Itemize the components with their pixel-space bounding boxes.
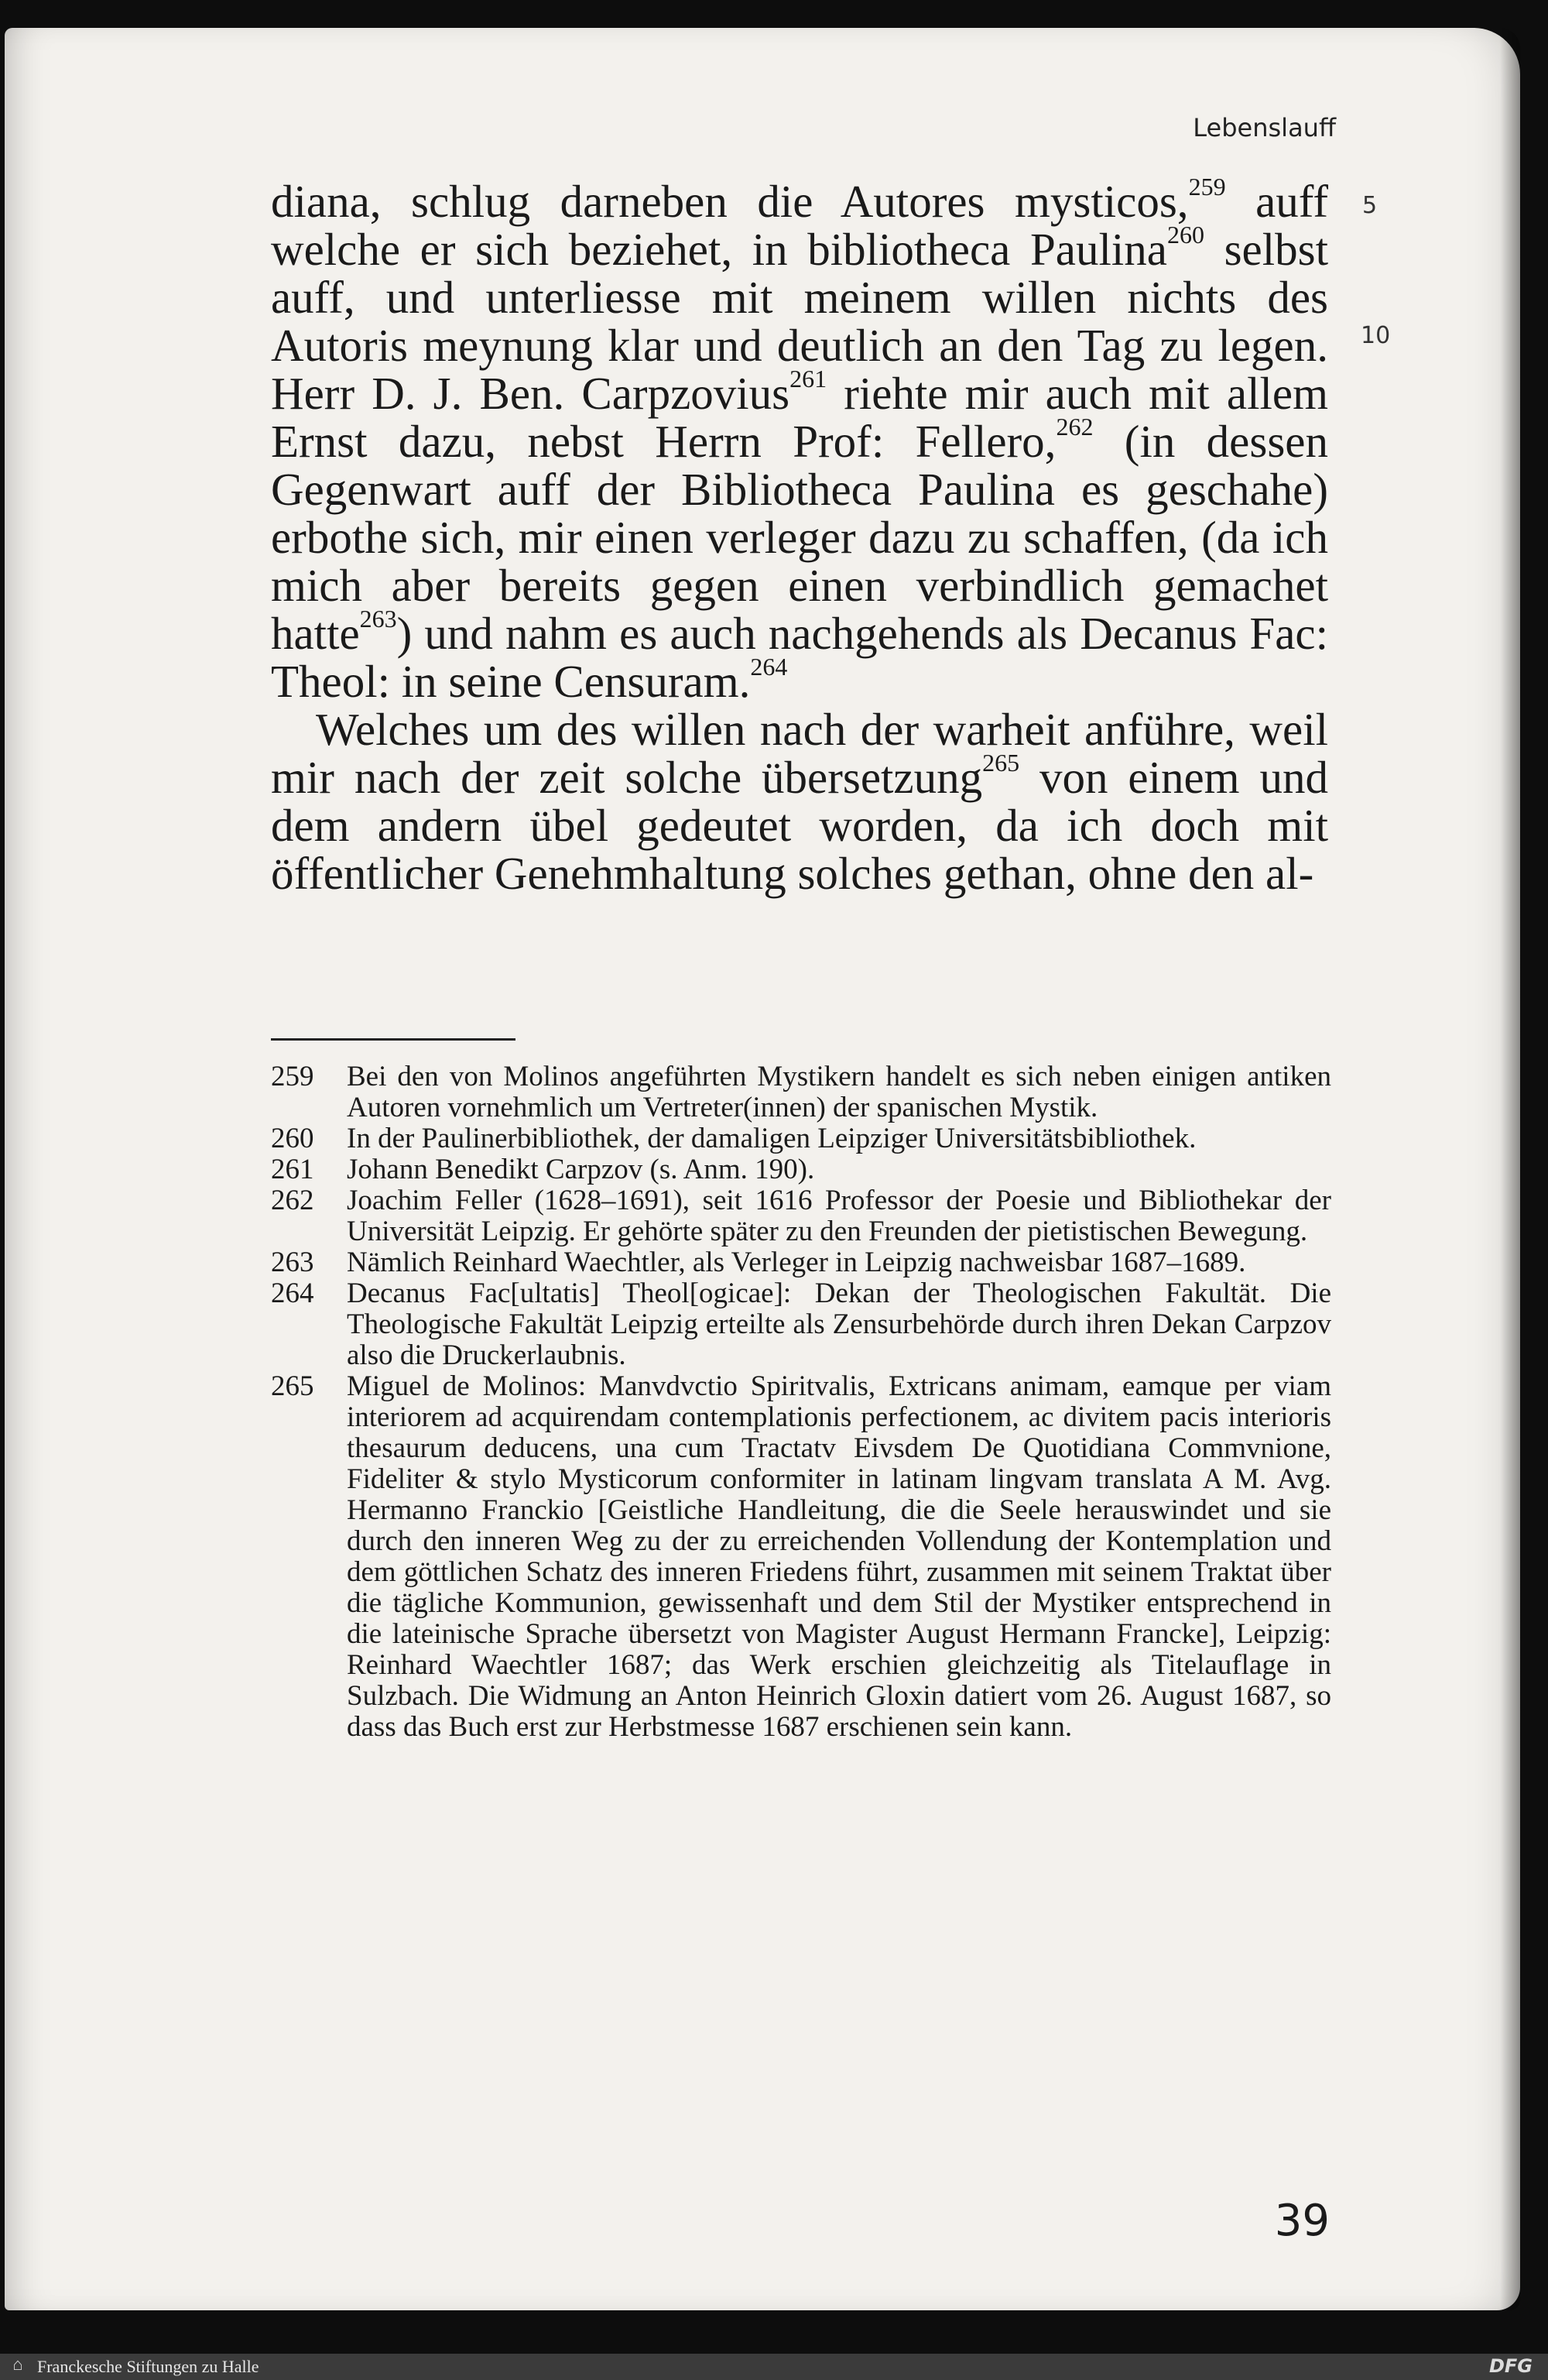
page-number: 39 — [1274, 2196, 1330, 2246]
footnote-text: In der Paulinerbibliothek, der damaligen Leipziger Universitätsbibliothek. — [347, 1123, 1197, 1154]
footer-institution: Franckesche Stiftungen zu Halle — [37, 2357, 259, 2376]
text-run: (in dessen Gegenwart auff der Bibliotheca Paulina es geschahe) erbothe sich, mir einen verleger dazu zu schaffen, (da ich mich aber bereits gegen einen verbindlich gemachet hatte — [271, 416, 1328, 659]
footnote-ref: 260 — [1166, 221, 1204, 249]
book-page — [5, 28, 1520, 2310]
footnote-text: Johann Benedikt Carpzov (s. Anm. 190). — [347, 1154, 815, 1185]
footnote-ref: 262 — [1056, 413, 1094, 441]
footnote-number: 261 — [271, 1154, 314, 1185]
footer-bar — [0, 2354, 1548, 2380]
footnote-ref: 265 — [982, 749, 1020, 777]
footnote-265 — [271, 1371, 1331, 1743]
text-run: selbst auff, und unterliesse mit meinem willen nichts des Autoris meynung klar und deutlich an den Tag zu legen. Herr D. J. Ben. Carpzovius — [271, 224, 1328, 419]
footnote-ref: 259 — [1188, 173, 1226, 201]
footnote-text: Joachim Feller (1628–1691), seit 1616 Professor der Poesie und Bibliothekar der Universität Leipzig. Er gehörte später zu den Freunden der pietistischen Bewegung. — [347, 1185, 1331, 1247]
footnote-text: Miguel de Molinos: Manvdvctio Spiritvalis, Extricans animam, eamque per viam interiorem ad acquirendam contemplationis perfectionem, ac divitem pacis interioris thesaurum deducens, una cum Tractatv Eivsdem De Quotidiana Commvnione, Fideliter & stylo Mysticorum conformiter in latinam lingvam translata A M. Avg. Hermanno Franckio [Geistliche Handleitung, die die Seele herauswindet und sie durch den inneren Weg zu der zu erreichenden Vollendung der Kontemplation und dem göttlichen Schatz des inneren Friedens führt, zusammen mit seinem Traktat über die tägliche Kommunion, gewissenhaft und dem Stil der Mystiker entsprechend in die lateinische Sprache übersetzt von Magister August Hermann Francke], Leipzig: Reinhard Waechtler 1687; das Werk erschien gleichzeitig als Titelauflage in Sulzbach. Die Widmung an Anton Heinrich Gloxin datiert vom 26. August 1687, so dass das Buch erst zur Herbstmesse 1687 erschienen sein kann. — [347, 1370, 1331, 1743]
line-number-5: 5 — [1362, 192, 1378, 219]
text-run: riehte mir auch mit allem Ernst dazu, nebst Herrn Prof: Fellero, — [271, 368, 1328, 467]
footnote-261 — [271, 1154, 1331, 1185]
footnote-262 — [271, 1185, 1331, 1247]
footnote-number: 260 — [271, 1123, 314, 1154]
text-run: auff welche er sich beziehet, in bibliotheca Paulina — [271, 176, 1329, 275]
footnote-number: 263 — [271, 1247, 314, 1278]
footnote-ref: 264 — [750, 653, 788, 681]
footnote-number: 262 — [271, 1185, 314, 1216]
running-head: Lebenslauff — [1193, 113, 1336, 142]
footnote-number: 264 — [271, 1277, 314, 1309]
footnotes — [271, 1061, 1331, 1743]
line-number-10: 10 — [1361, 322, 1391, 349]
footnote-number: 265 — [271, 1370, 314, 1402]
footnote-260 — [271, 1123, 1331, 1154]
footnote-264 — [271, 1278, 1331, 1371]
paragraph-1 — [271, 173, 1329, 707]
footnote-259 — [271, 1061, 1331, 1123]
footer-sponsor: DFG — [1488, 2355, 1533, 2377]
text-run: diana, schlug darneben die Autores mysticos, — [271, 176, 1189, 227]
footnote-263 — [271, 1247, 1331, 1278]
text-run: von einem und dem andern übel gedeutet worden, da ich doch mit öffentlicher Genehmhaltung solches gethan, ohne den al- — [271, 752, 1328, 899]
footnote-number: 259 — [271, 1061, 314, 1092]
footnote-separator — [271, 1038, 515, 1041]
footnote-text: Bei den von Molinos angeführten Mystikern handelt es sich neben einigen antiken Autoren vornehmlich um Vertreter(innen) der spanischen Mystik. — [347, 1061, 1331, 1123]
text-run: ) und nahm es auch nachgehends als Decanus Fac: Theol: in seine Censuram. — [271, 608, 1328, 707]
text-run: Welches um des willen nach der warheit anführe, weil mir nach der zeit solche übersetzung — [271, 704, 1328, 803]
building-icon: ⌂ — [12, 2354, 23, 2374]
footnote-ref: 263 — [359, 605, 397, 633]
footnote-ref: 261 — [789, 365, 827, 393]
footnote-text: Decanus Fac[ultatis] Theol[ogicae]: Dekan der Theologischen Fakultät. Die Theologische Fakultät Leipzig erteilte als Zensurbehörde durch ihren Dekan Carpzov also die Druckerlaubnis. — [347, 1277, 1331, 1371]
main-text — [271, 173, 1329, 899]
footnote-text: Nämlich Reinhard Waechtler, als Verleger in Leipzig nachweisbar 1687–1689. — [347, 1247, 1246, 1278]
paragraph-2 — [271, 705, 1328, 897]
